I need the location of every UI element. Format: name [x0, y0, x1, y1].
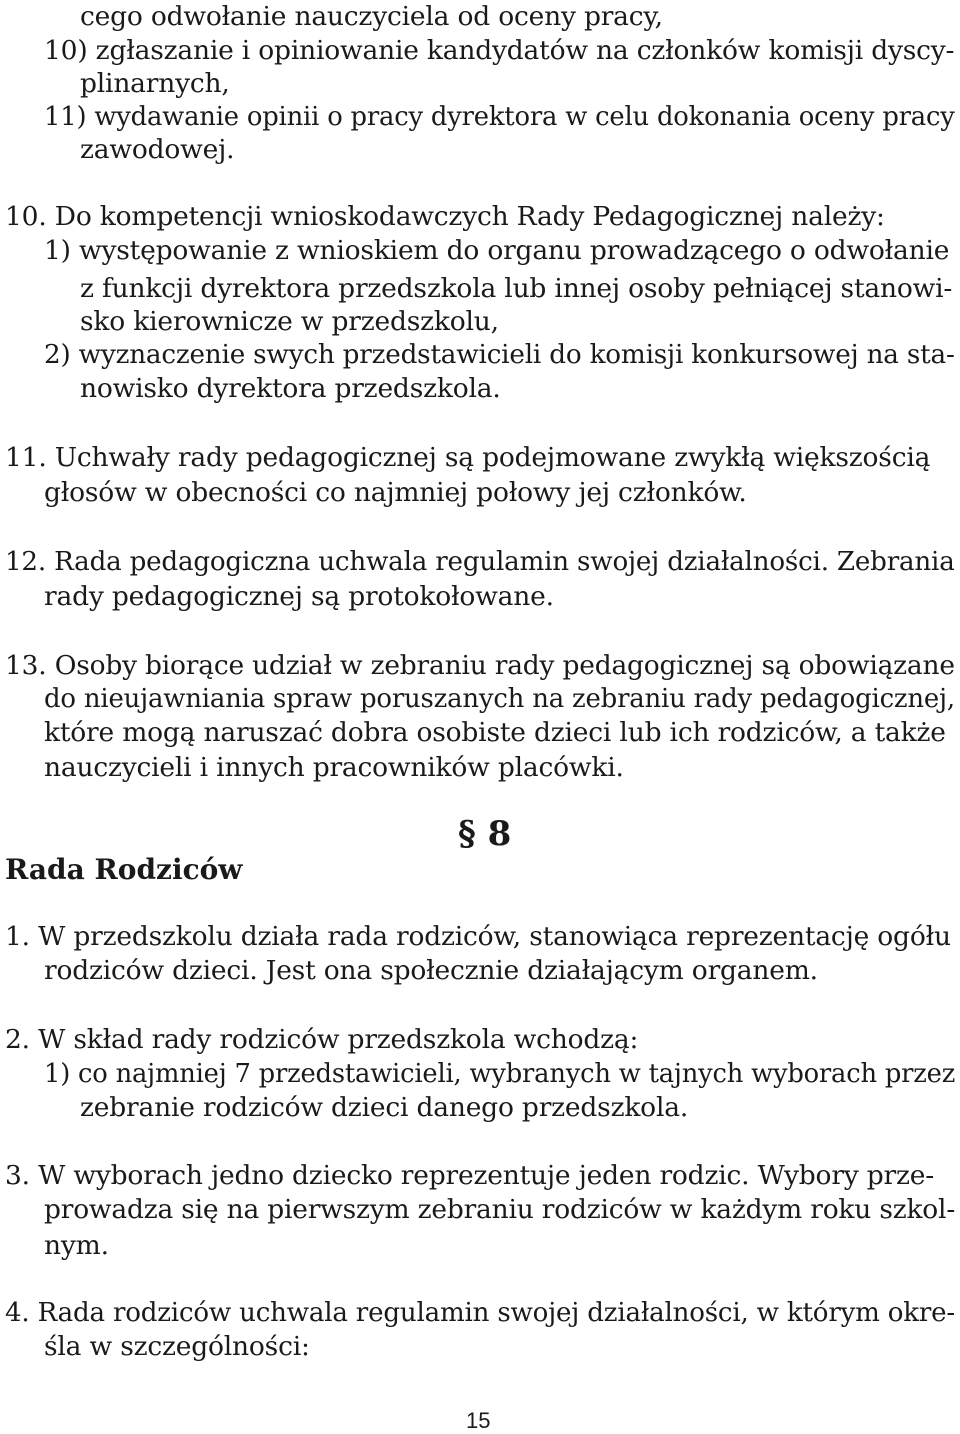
text-line: 2. W skład rady rodziców przedszkola wchodzą:	[5, 1024, 639, 1055]
section-number: § 8	[458, 814, 512, 854]
text-line: nauczycieli i innych pracowników placówki.	[44, 752, 624, 783]
text-line: cego odwołanie nauczyciela od oceny pracy,	[80, 1, 663, 32]
text-line: zawodowej.	[80, 134, 235, 165]
text-line: 10. Do kompetencji wnioskodawczych Rady Pedagogicznej należy:	[5, 201, 885, 232]
text-line: nowisko dyrektora przedszkola.	[80, 373, 501, 404]
text-line: 3. W wyborach jedno dziecko reprezentuje jeden rodzic. Wybory prze-	[5, 1160, 935, 1191]
text-line: 4. Rada rodziców uchwala regulamin swojej działalności, w którym okre-	[5, 1297, 956, 1328]
text-line: do nieujawniania spraw poruszanych na zebraniu rady pedagogicznej,	[44, 683, 955, 714]
text-line: 10) zgłaszanie i opiniowanie kandydatów na członków komisji dyscy-	[44, 35, 955, 66]
text-line: 1) co najmniej 7 przedstawicieli, wybranych w tajnych wyborach przez	[44, 1058, 956, 1089]
text-line: rady pedagogicznej są protokołowane.	[44, 581, 554, 612]
text-line: 1. W przedszkolu działa rada rodziców, stanowiąca reprezentację ogółu	[5, 921, 951, 952]
text-line: 2) wyznaczenie swych przedstawicieli do komisji konkursowej na sta-	[44, 339, 955, 370]
text-line: które mogą naruszać dobra osobiste dzieci lub ich rodziców, a także	[44, 717, 946, 748]
text-line: sko kierownicze w przedszkolu,	[80, 306, 499, 337]
text-line: 11) wydawanie opinii o pracy dyrektora w celu dokonania oceny pracy	[44, 101, 955, 132]
text-line: głosów w obecności co najmniej połowy jej członków.	[44, 477, 747, 508]
text-line: 1) występowanie z wnioskiem do organu prowadzącego o odwołanie	[44, 235, 950, 266]
text-line: 13. Osoby biorące udział w zebraniu rady pedagogicznej są obowiązane	[5, 650, 955, 681]
section-heading: Rada Rodziców	[5, 853, 243, 886]
text-line: nym.	[44, 1230, 109, 1261]
text-line: z funkcji dyrektora przedszkola lub innej osoby pełniącej stanowi-	[80, 273, 953, 304]
text-line: 11. Uchwały rady pedagogicznej są podejmowane zwykłą większością	[5, 442, 931, 473]
text-line: rodziców dzieci. Jest ona społecznie działającym organem.	[44, 955, 818, 986]
page-number: 15	[466, 1408, 491, 1433]
text-line: śla w szczególności:	[44, 1331, 310, 1362]
text-line: 12. Rada pedagogiczna uchwala regulamin swojej działalności. Zebrania	[5, 546, 955, 577]
text-line: plinarnych,	[80, 68, 230, 99]
text-line: zebranie rodziców dzieci danego przedszkola.	[80, 1092, 689, 1123]
text-line: prowadza się na pierwszym zebraniu rodziców w każdym roku szkol-	[44, 1194, 956, 1225]
